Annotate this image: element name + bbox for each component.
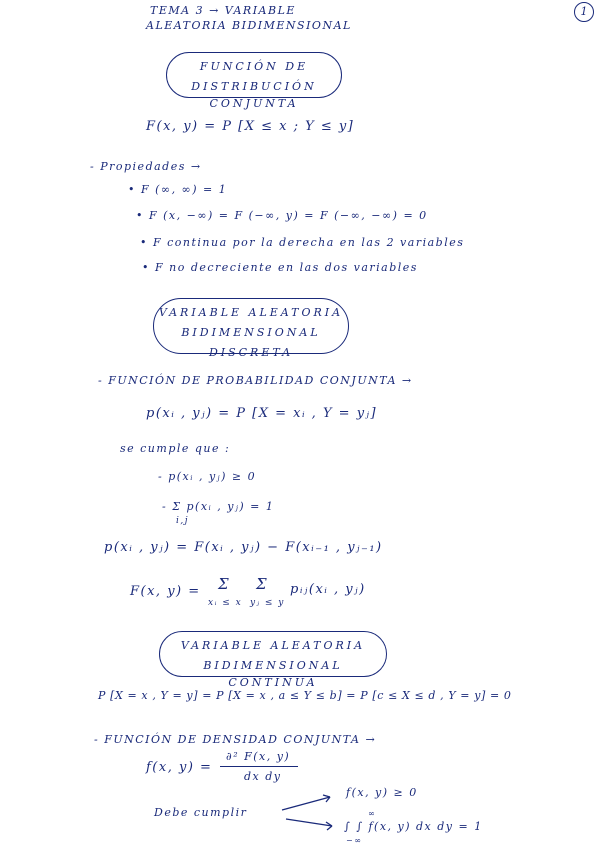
box2-line1: VARIABLE ALEATORIA (158, 306, 344, 319)
density-function-title: - FUNCIÓN DE DENSIDAD CONJUNTA → (94, 733, 377, 746)
p-from-F-formula: p(xᵢ , yⱼ) = F(xᵢ , yⱼ) − F(xᵢ₋₁ , yⱼ₋₁) (104, 540, 383, 555)
continuous-equation: P [X = x , Y = y] = P [X = x , a ≤ Y ≤ b] = P [c ≤ X ≤ d , Y = y] = 0 (98, 689, 512, 702)
must-nonnegative: f(x, y) ≥ 0 (346, 786, 418, 799)
F-sum-term: pᵢⱼ(xᵢ , yⱼ) (290, 582, 366, 597)
condition-sum-one: - Σ p(xᵢ , yⱼ) = 1 (162, 500, 275, 513)
header-title-line2: ALEATORIA BIDIMENSIONAL (146, 19, 352, 32)
debe-cumplir-text: Debe cumplir (154, 806, 248, 819)
box1-line1: FUNCIÓN DE DISTRIBUCIÓN (191, 60, 317, 93)
box1-line2: CONJUNTA (209, 97, 299, 110)
properties-title: - Propiedades → (90, 160, 202, 173)
property-item: • F (∞, ∞) = 1 (128, 183, 228, 196)
probability-function-title: - FUNCIÓN DE PROBABILIDAD CONJUNTA → (98, 374, 413, 387)
box3-line1: VARIABLE ALEATORIA BIDIMENSIONAL (180, 639, 366, 672)
header-title-line1: TEMA 3 → VARIABLE (150, 4, 296, 17)
se-cumple-text: se cumple que : (120, 442, 231, 455)
must-integral-one: ∫ ∫ f(x, y) dx dy = 1 (344, 820, 483, 833)
F-sum-sigma-1: Σ (218, 575, 231, 593)
F-sum-lhs: F(x, y) = (130, 584, 201, 599)
property-item: • F continua por la derecha en las 2 variables (140, 236, 465, 249)
density-lhs: f(x, y) = (146, 760, 213, 775)
density-denominator: dx dy (244, 770, 282, 783)
page-number: 1 (574, 2, 594, 22)
integral-upper-limit: ∞ (368, 809, 377, 818)
integral-lower-limit: −∞ (346, 836, 363, 845)
F-sum-sigma-2: Σ (256, 575, 269, 593)
condition-nonnegative: - p(xᵢ , yⱼ) ≥ 0 (158, 470, 257, 483)
density-numerator: ∂² F(x, y) (226, 750, 291, 763)
F-sum-sub-2: yⱼ ≤ y (250, 598, 285, 608)
box2-line2: BIDIMENSIONAL DISCRETA (181, 326, 321, 359)
property-item: • F (x, −∞) = F (−∞, y) = F (−∞, −∞) = 0 (136, 209, 428, 222)
property-item: • F no decreciente en las dos variables (142, 261, 418, 274)
box3-line2: CONTINUA (228, 676, 318, 689)
sum-subscript: i,j (176, 516, 190, 526)
probability-definition: p(xᵢ , yⱼ) = P [X = xᵢ , Y = yⱼ] (146, 406, 378, 421)
F-sum-sub-1: xᵢ ≤ x (208, 598, 243, 608)
distribution-definition: F(x, y) = P [X ≤ x ; Y ≤ y] (146, 119, 355, 134)
